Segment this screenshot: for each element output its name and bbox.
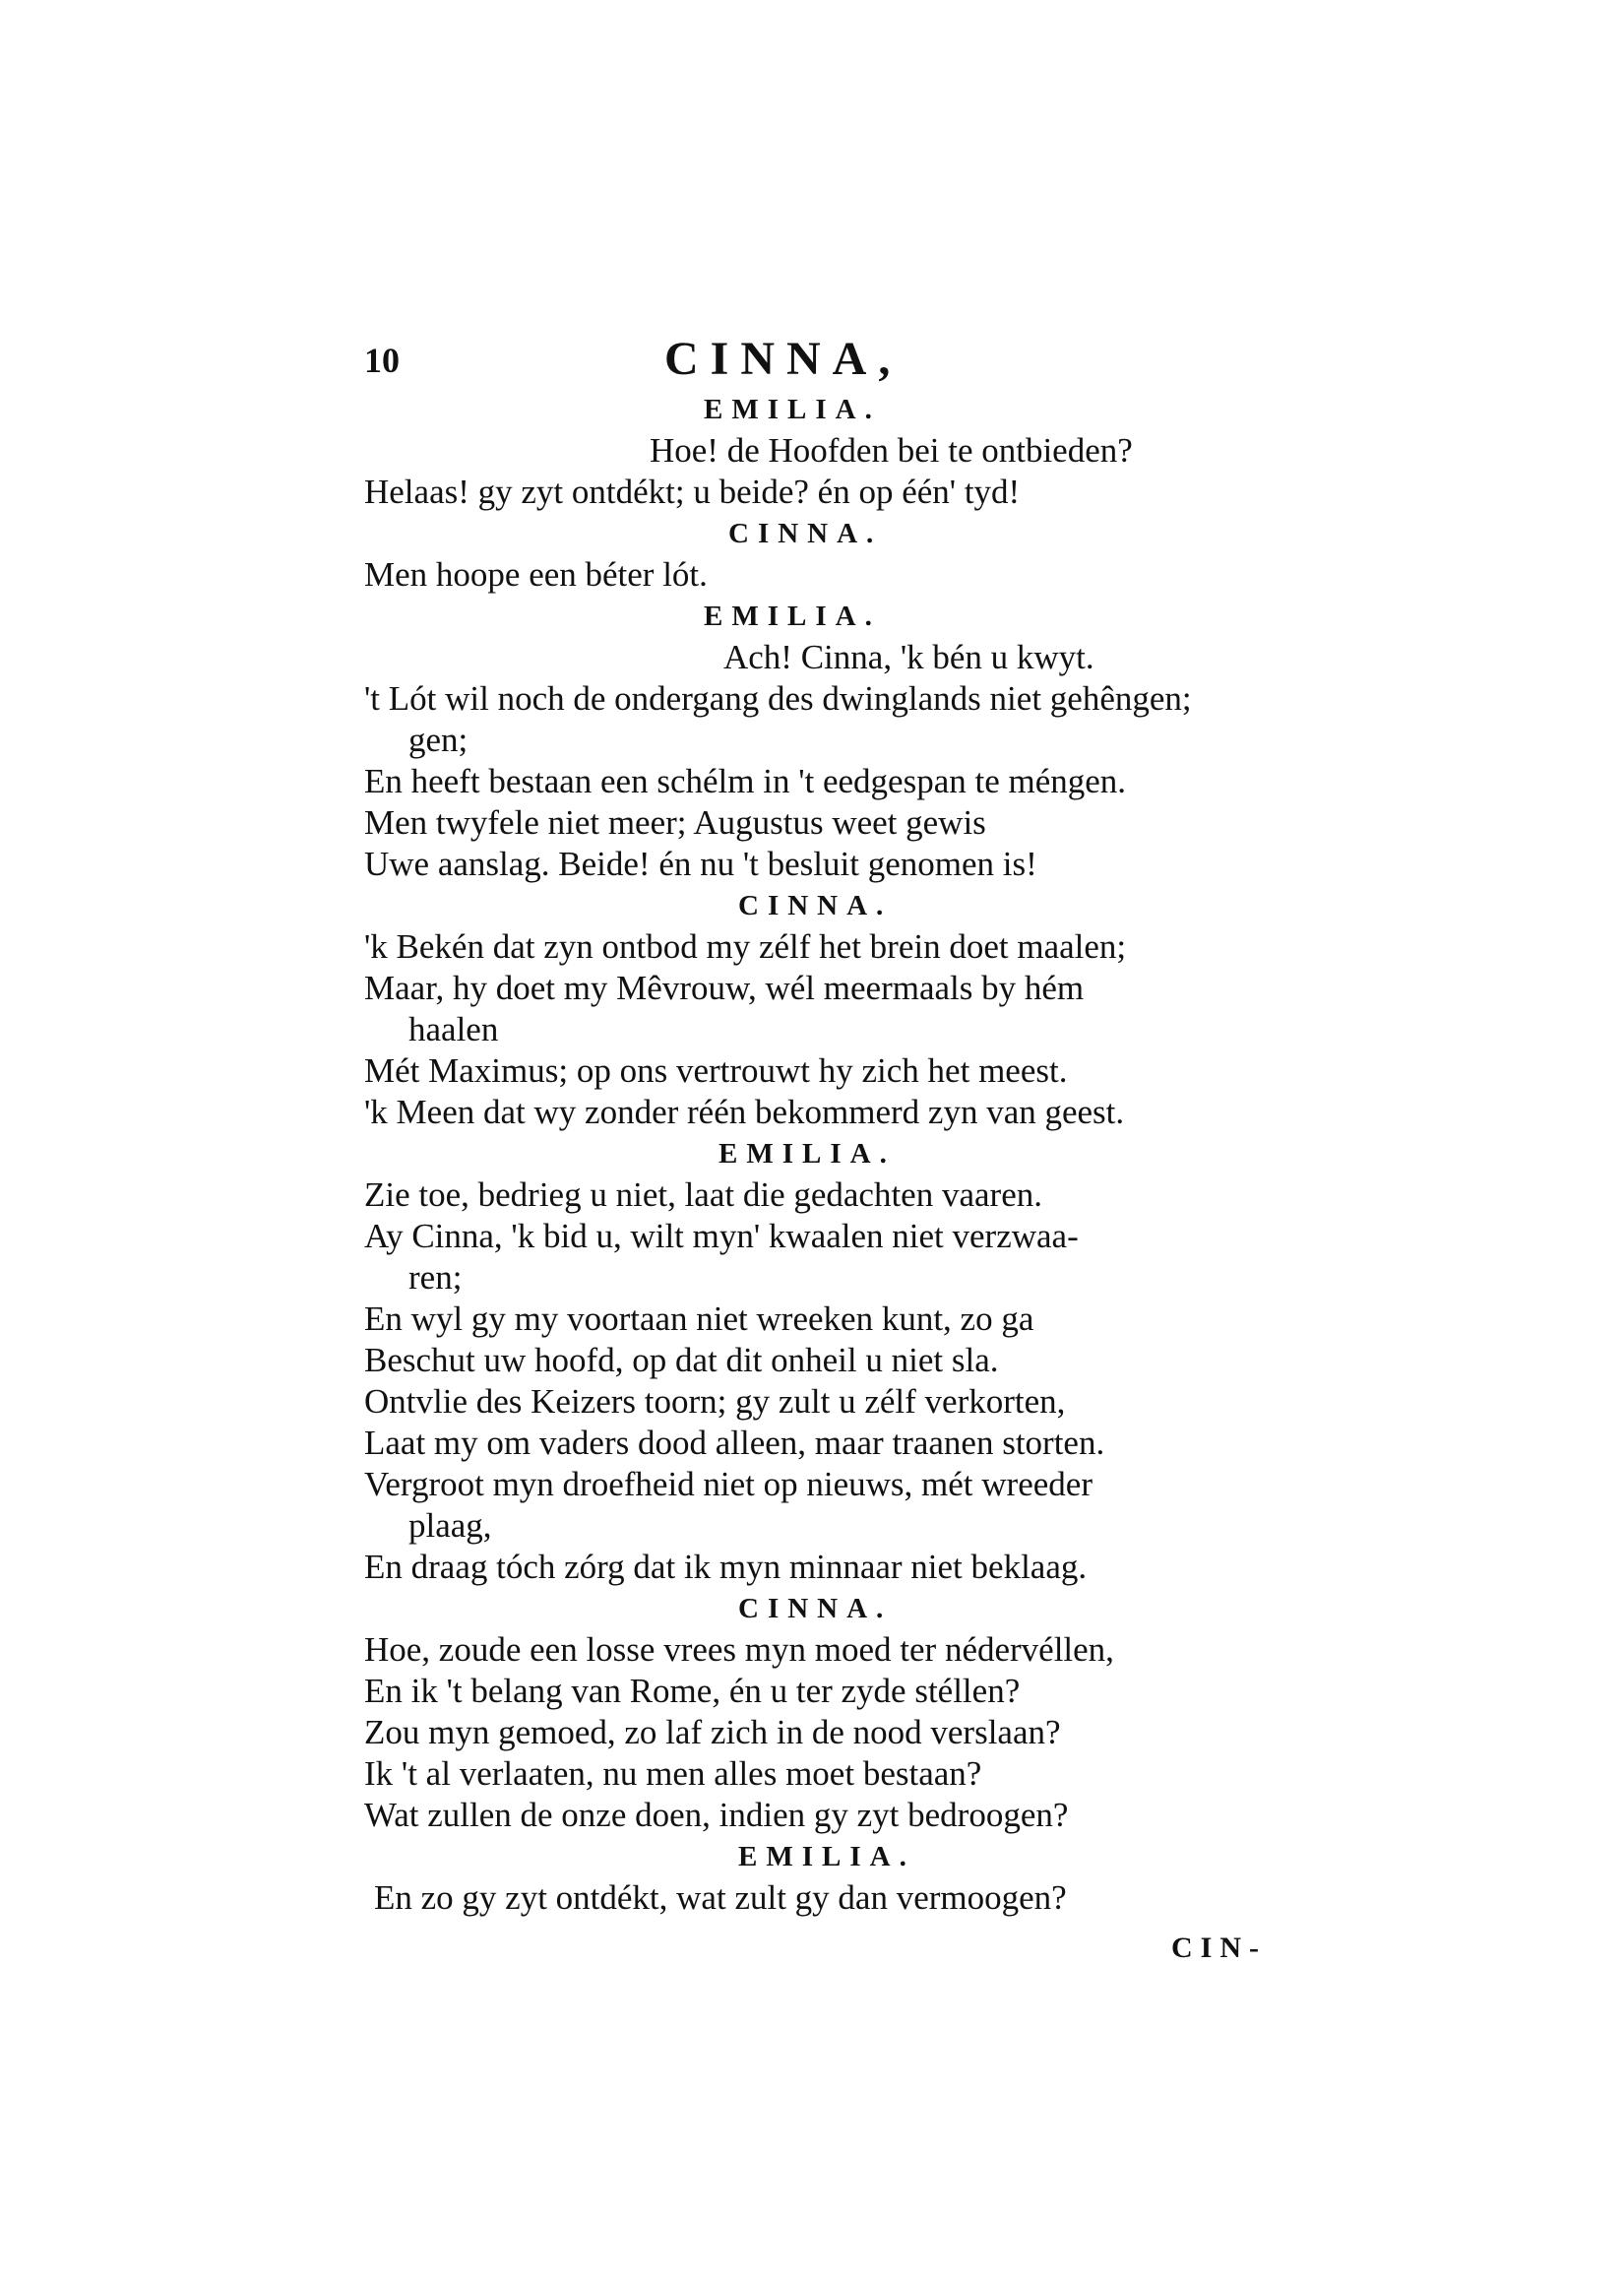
verse-line: Hoe! de Hoofden bei te ontbieden? [650,431,1133,470]
verse-line: Mét Maximus; op ons vertrouwt hy zich het meest. [364,1051,1068,1090]
verse-line: Ik 't al verlaaten, nu men alles moet bestaan? [364,1754,982,1793]
play-text [364,389,1289,1919]
verse-line: Vergroot myn droefheid niet op nieuws, mét wreeder [364,1465,1093,1503]
verse-line: Uwe aanslag. Beide! én nu 't besluit genomen is! [364,845,1037,883]
speaker-heading: EMILIA. [738,1841,915,1872]
verse-line: En zo gy zyt ontdékt, wat zult gy dan vermoogen? [374,1878,1067,1917]
verse-line: En ik 't belang van Rome, én u ter zyde stéllen? [364,1672,1021,1710]
verse-line: Helaas! gy zyt ontdékt; u beide? én op één' tyd! [364,473,1021,511]
verse-line: Ontvlie des Keizers toorn; gy zult u zélf verkorten, [364,1382,1066,1421]
verse-line: gen; [408,721,468,759]
verse-line: Ach! Cinna, 'k bén u kwyt. [723,638,1094,676]
page-number: 10 [364,341,400,380]
verse-line: Zie toe, bedrieg u niet, laat die gedachten vaaren. [364,1175,1042,1214]
verse-line: Men hoope een béter lót. [364,555,708,594]
speaker-heading: EMILIA. [704,394,881,425]
catchword: CIN- [1171,1932,1267,1964]
verse-line: haalen [408,1010,499,1048]
verse-line: Beschut uw hoofd, op dat dit onheil u niet sla. [364,1341,999,1379]
verse-line: 'k Bekén dat zyn ontbod my zélf het brein doet maalen; [364,927,1127,966]
verse-line: 'k Meen dat wy zonder réén bekommerd zyn van geest. [364,1093,1125,1131]
speaker-heading: CINNA. [728,518,883,549]
verse-line: Laat my om vaders dood alleen, maar traanen storten. [364,1424,1105,1462]
verse-line: Ay Cinna, 'k bid u, wilt myn' kwaalen niet verzwaa- [364,1217,1079,1255]
speaker-heading: EMILIA. [704,601,881,632]
verse-line: ren; [408,1258,463,1297]
speaker-heading: CINNA. [738,890,893,921]
verse-line: En heeft bestaan een schélm in 't eedgespan te méngen. [364,762,1127,800]
verse-line: Wat zullen de onze doen, indien gy zyt bedroogen? [364,1796,1069,1834]
verse-line: Hoe, zoude een losse vrees myn moed ter nédervéllen, [364,1630,1114,1669]
verse-line: 't Lót wil noch de ondergang des dwinglands niet gehêngen; [364,679,1192,718]
speaker-heading: EMILIA. [718,1138,896,1170]
verse-line: En draag tóch zórg dat ik myn minnaar niet beklaag. [364,1548,1088,1586]
verse-line: Maar, hy doet my Mêvrouw, wél meermaals by hém [364,969,1085,1007]
verse-line: En wyl gy my voortaan niet wreeken kunt, zo ga [364,1299,1034,1338]
verse-line: Men twyfele niet meer; Augustus weet gewis [364,803,986,842]
verse-line: plaag, [408,1506,492,1545]
verse-line: Zou myn gemoed, zo laf zich in de nood verslaan? [364,1713,1061,1751]
running-title: CINNA, [664,333,903,385]
speaker-heading: CINNA. [738,1593,893,1624]
